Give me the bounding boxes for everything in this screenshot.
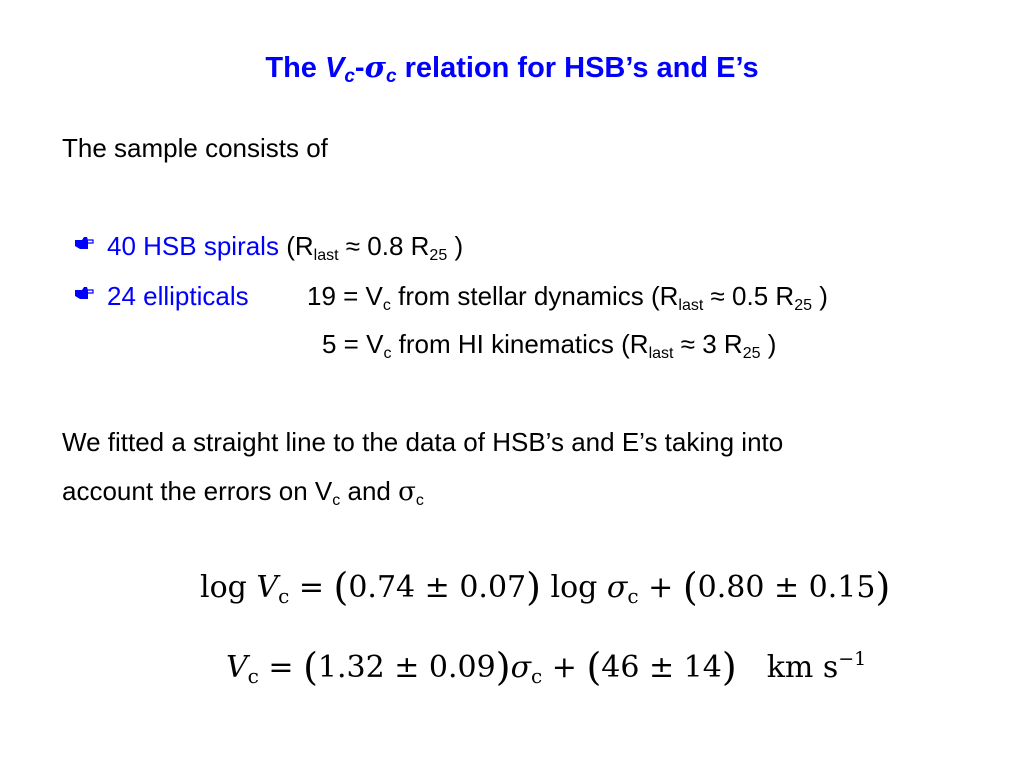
- slide-title: The $V_c-\sigma_c$ relation for HSB’s and E’s: [265, 50, 759, 87]
- bullet-ellipticals: 24 ellipticals: [107, 281, 249, 311]
- fit-text-line1: We fitted a straight line to the data of HSB’s and E’s taking into: [62, 427, 784, 457]
- equation-linear-relation: $V_c = (1.32 \pm 0.09)\sigma_c + (46 \pm 14)$ km $s^{-1}$: [226, 645, 867, 689]
- ellipticals-hi-line: $5 = V_c$ from HI kinematics ($R_{last} \approx 3$ $R_{25}$ ): [322, 329, 777, 362]
- velocity-unit: km s: [766, 650, 839, 685]
- equation-log-relation: $\log V_c = (0.74 \pm 0.07)$ $\log \sigma_c + (0.80 \pm 0.15)$: [200, 565, 891, 609]
- bullet-highlight: 40 HSB spirals: [107, 231, 279, 261]
- pointing-hand-icon: [74, 286, 94, 300]
- fit-text-line2: account the errors on $V_c$ and $\sigma_c$: [62, 476, 424, 509]
- pointing-hand-icon: [74, 236, 94, 250]
- intro-text: The sample consists of: [62, 133, 328, 163]
- ellipticals-stellar-line: $19 = V_c$ from stellar dynamics ($R_{last} \approx 0.5$ $R_{25}$ ): [307, 281, 828, 314]
- bullet-hsb-spirals: 40 HSB spirals ($R_{last} \approx 0.8$ $R_{25}$ ): [107, 231, 464, 264]
